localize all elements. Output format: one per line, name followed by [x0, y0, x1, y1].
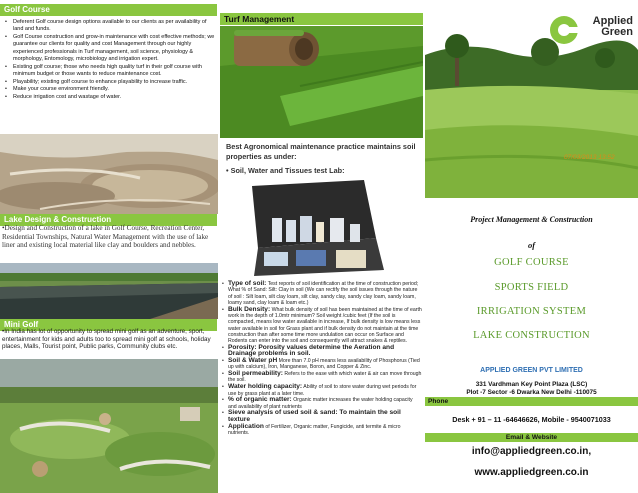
test-description: More than 7.0 pH means less availability of Phosphorus (Tied up with calcium), Iron, Manganese, Boron, and Copper & Zinc.	[228, 358, 420, 371]
agronomy-heading: Best Agronomical maintenance practice maintains soil properties as under:	[226, 142, 416, 161]
left-panel	[0, 0, 218, 493]
phone-bar	[425, 397, 638, 406]
email-website-label: Email & Website	[505, 434, 558, 441]
list-item	[222, 358, 422, 371]
list-item: • Playability; existing golf course to enhance playability to increase traffic.	[4, 79, 216, 86]
address-line-1: 331 Vardhman Key Point Plaza (LSC)	[475, 381, 588, 388]
test-title: Soil & Water pH	[228, 357, 278, 365]
soil-test-kit-photo	[244, 178, 396, 278]
list-item	[222, 384, 422, 397]
email-bar	[425, 433, 638, 442]
test-title: Water holding capacity:	[228, 383, 303, 391]
list-item	[222, 281, 422, 306]
service-irrigation-system: IRRIGATION SYSTEM	[476, 306, 587, 317]
test-description: Refers to the ease with which water & air can move through the soil.	[228, 371, 422, 384]
list-item: • Deferent Golf course design options available to our clients as per availability of land and funds.	[4, 19, 216, 34]
logo-line-1: Applied	[592, 15, 633, 27]
right-panel	[425, 0, 638, 493]
mini-golf-header: Mini Golf	[0, 319, 217, 331]
test-title: % of organic matter:	[228, 396, 292, 404]
test-title: Type of soil:	[228, 280, 267, 287]
service-lake-construction: LAKE CONSTRUCTION	[473, 330, 590, 341]
test-description: Organic matter increases the water holding capacity and availability of plant nutrients	[228, 397, 413, 410]
list-item: • Golf Course construction and grow-in maintenance with cost effective methods; we guarantee our clients for quality and cost Management through our highly experienced professionals in Turf management, soil science, physiology & morphology, Entomology, microbiology and irrigation expert.	[4, 34, 216, 63]
project-management-title: Project Management & Construction	[470, 215, 593, 224]
website-link[interactable]: www.appliedgreen.co.in	[474, 467, 589, 478]
test-description: What bulk density of soil has been maintained at the time of earth work in the depth of 1.0mtr minimum? Soil weight /cubic feet (If the soil is compacted, means low water available in increase, If bulk density is low means less water available in soil for Grass plant and if bulk density do not maintain at the time construction than after some time more undulation can occur on Surface and Rodents can enter into the soil and consequently will attract snakes & reptiles.	[228, 306, 422, 345]
test-description: Test reports of soil identification at the time of construction period; What % of Sand: Silt: Clay in soil (We can rectify the soil issues through the nature of soil : Silt loam, silt clay loam, silt clay, sandy clay, sandy clay loam, sandy loam, loamy sand, clay loam & loam etc.)	[228, 281, 419, 306]
list-item	[222, 410, 422, 423]
list-item	[222, 424, 422, 437]
lake-design-header: Lake Design & Construction	[0, 214, 217, 226]
test-title: Sieve analysis of used soil & sand: To maintain the soil texture	[228, 409, 401, 423]
test-title: Soil permeability:	[228, 370, 283, 378]
of-label: of	[527, 240, 536, 250]
phone-label: Phone	[428, 398, 449, 405]
list-item	[222, 345, 422, 358]
email-address[interactable]: info@appliedgreen.co.in,	[471, 446, 592, 457]
list-item	[222, 397, 422, 410]
soil-tests-list	[222, 281, 422, 437]
lake-liner-photo	[0, 263, 218, 319]
phone-numbers: Desk + 91 – 11 -64646626, Mobile - 9540071033	[452, 415, 611, 424]
golf-course-header: Golf Course	[0, 4, 217, 16]
soil-lab-heading: • Soil, Water and Tissues test Lab:	[226, 166, 345, 175]
list-item: • Reduce irrigation cost and wastage of water.	[4, 94, 216, 101]
lake-construction-photo	[0, 134, 218, 214]
mini-golf-photo	[0, 359, 218, 493]
test-title: Bulk Density:	[228, 305, 271, 313]
mini-golf-description: •In India has lot of opportunity to spread mini golf as an adventure, sport, entertainment for kids and adults too to spread mini golf at schools, holiday places, Malls, Tourist point, Public parks, Community clubs etc.	[2, 328, 211, 351]
test-description: of Fertilizer, Organic matter, Fungicide, anti termite & micro nutrients.	[228, 423, 401, 436]
logo-wordmark	[578, 16, 633, 38]
company-name: APPLIED GREEN PVT LIMITED	[480, 367, 583, 374]
service-sports-field: SPORTS FIELD	[494, 282, 569, 293]
address-line-2: Plot -7 Sector -6 Dwarka New Delhi -110075	[466, 389, 597, 396]
applied-green-logo	[549, 15, 579, 45]
test-title: Application	[228, 422, 264, 430]
list-item	[222, 371, 422, 384]
middle-panel	[220, 0, 423, 493]
logo-line-2: Green	[601, 26, 633, 38]
lake-description: •Design and Construction of a lake in Golf Course, Recreation Center, Residential Townships, Natural Water Management with the use of lake liner and existing local material like clay and boulders and nebbles.	[2, 224, 209, 250]
golf-course-list	[4, 19, 216, 102]
test-description: Ability of soil to store water during wet periods for use by grass plant at a later time.	[228, 384, 417, 397]
list-item: • Existing golf course; those who needs high quality turf in their golf course with minimum budget or those wants to reduce maintenance cost.	[4, 64, 216, 79]
list-item	[222, 307, 422, 345]
turf-management-header: Turf Management	[220, 13, 423, 25]
turf-rolls-photo	[220, 26, 423, 138]
photo-date-stamp: 07/03/2013 13:52	[564, 154, 615, 161]
service-golf-course: GOLF COURSE	[494, 257, 569, 268]
list-item: • Make your course environment friendly.	[4, 86, 216, 93]
test-title: Porosity: Porosity values determine the Aeration and Drainage problems in soil.	[228, 343, 395, 358]
